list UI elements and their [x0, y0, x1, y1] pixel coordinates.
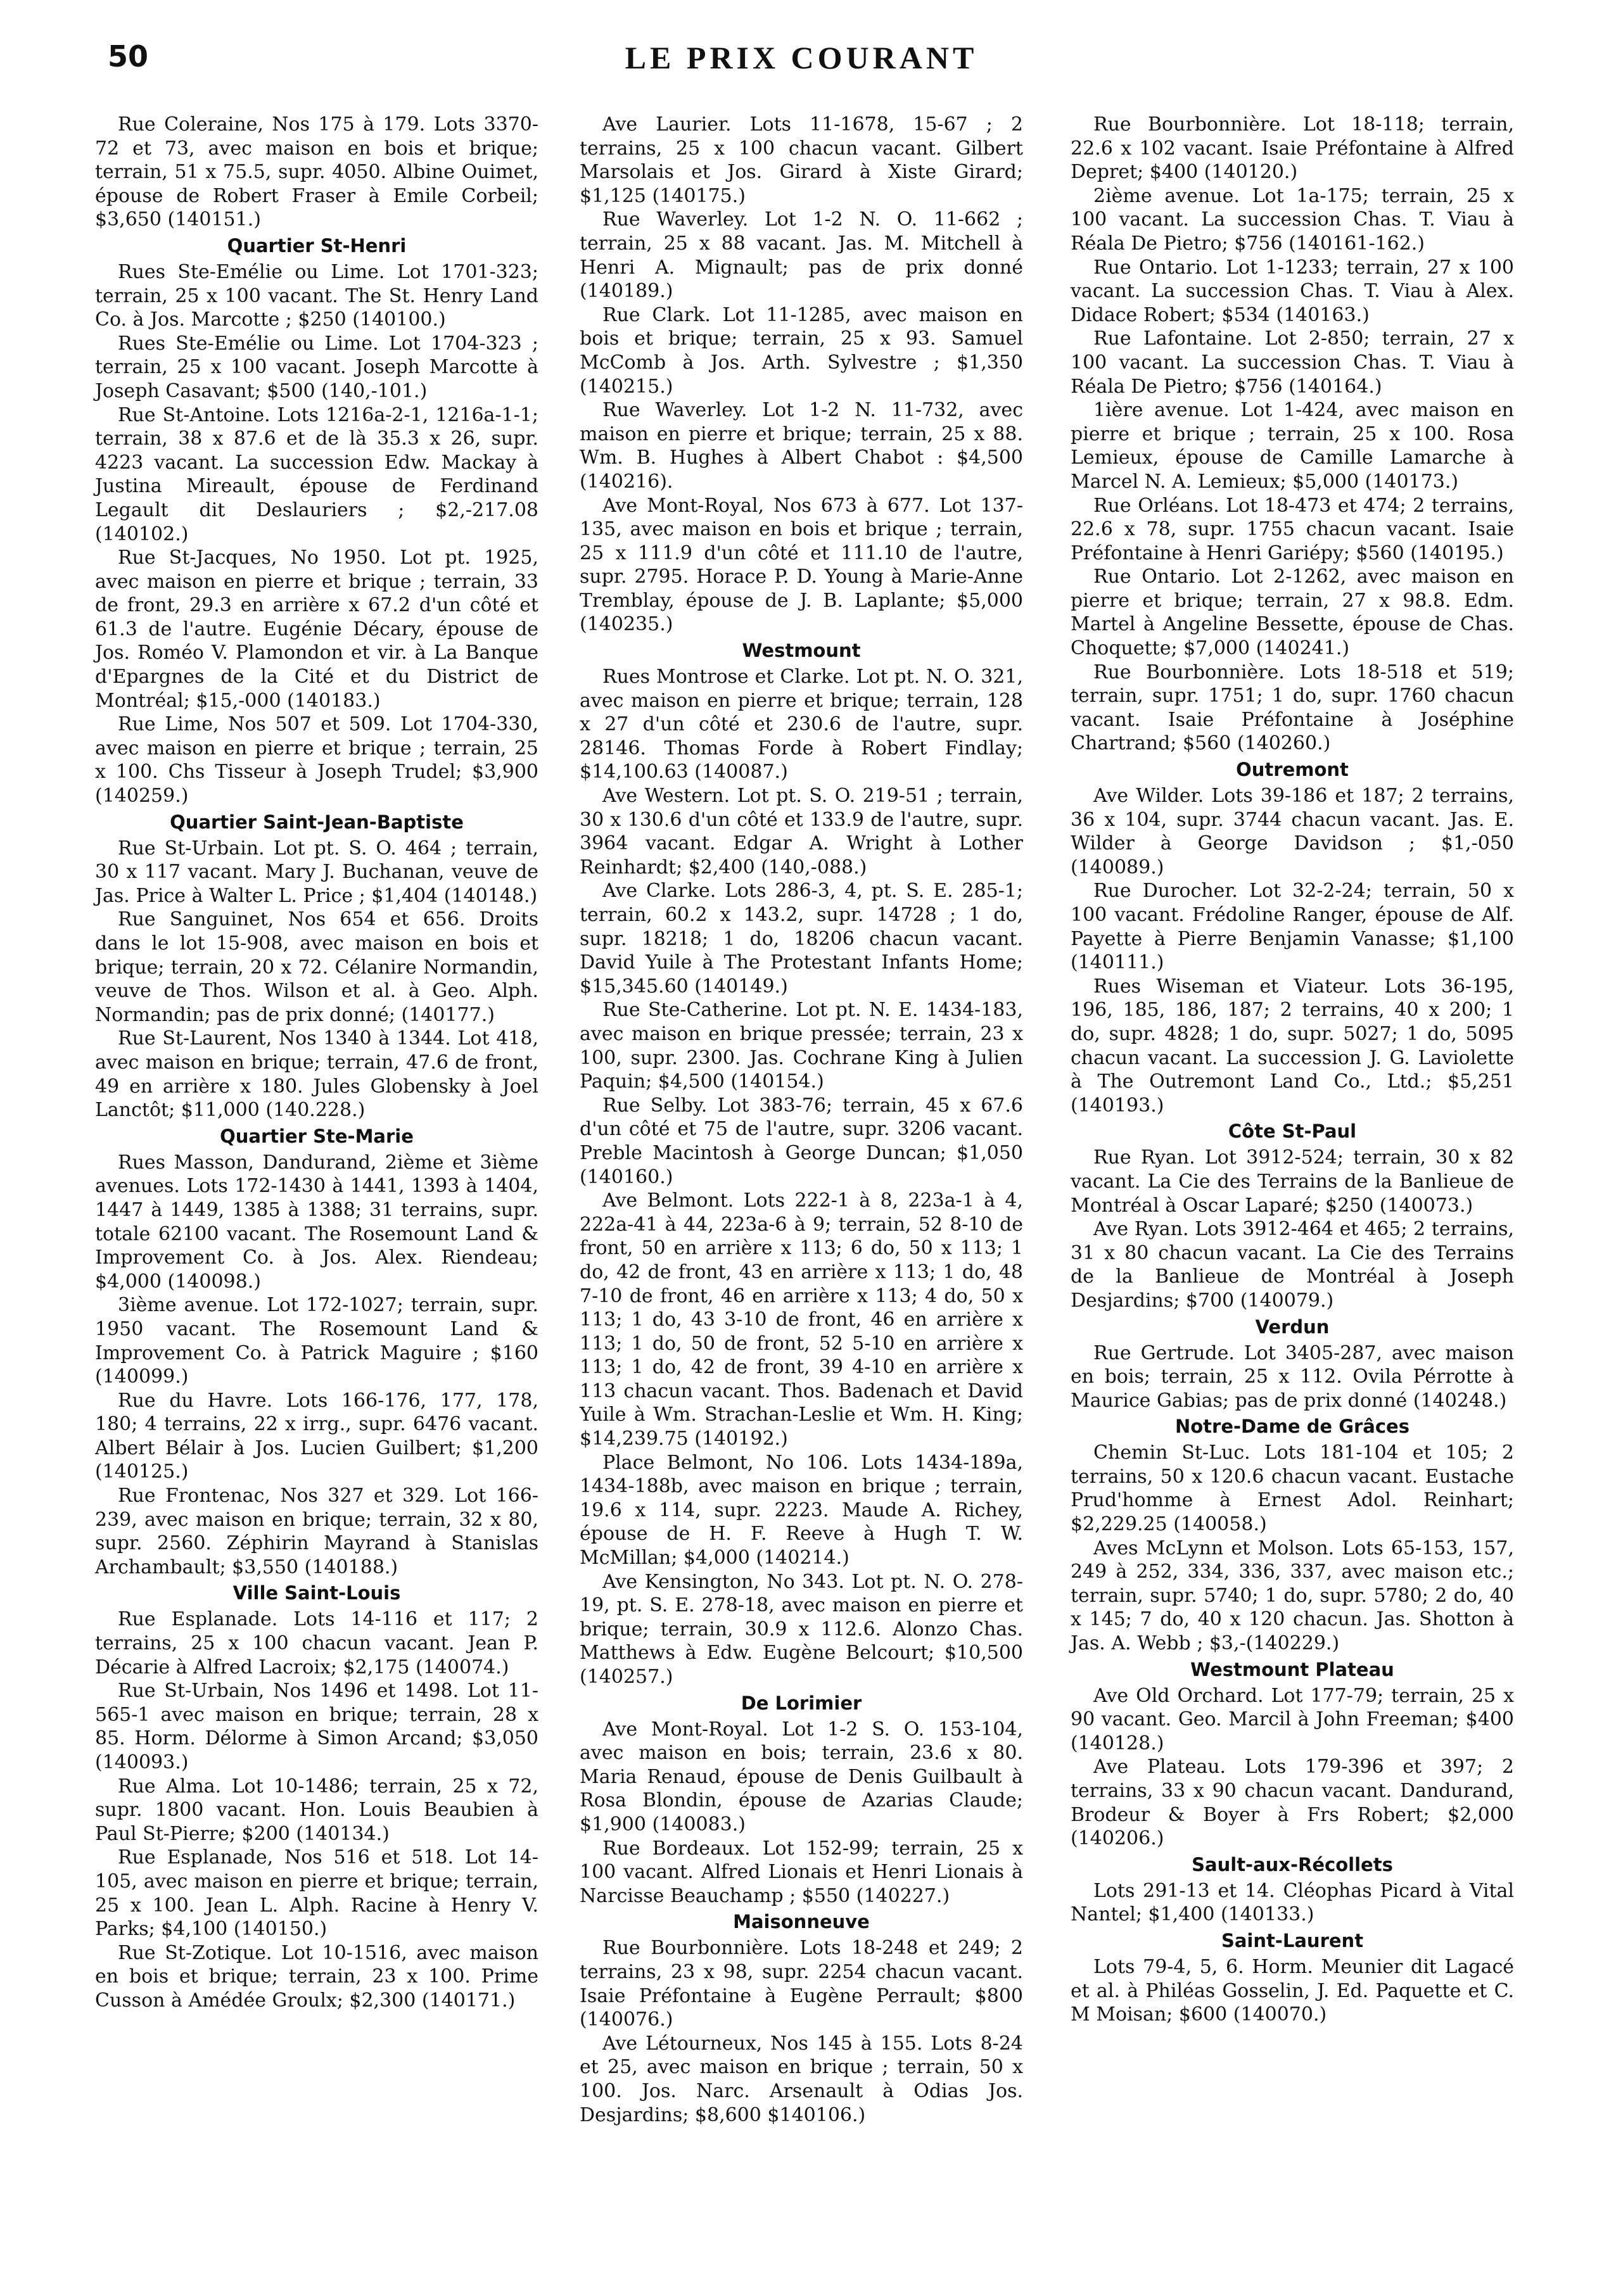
transaction-entry: Rue St-Laurent, Nos 1340 à 1344. Lot 418, avec maison en brique; terrain, 47.6 de front, 49 en arrière x 180. Jules Globensky à Joel Lanctôt; $11,000 (140.228.) [95, 1027, 538, 1122]
transaction-entry: Rue Waverley. Lot 1-2 N. O. 11-662 ; terrain, 25 x 88 vacant. Jas. M. Mitchell à Henri A. Mignault; pas de prix donné (140189.) [580, 208, 1023, 303]
page-header [108, 39, 1495, 84]
transaction-entry: Rue Gertrude. Lot 3405-287, avec maison en bois; terrain, 25 x 112. Ovila Pérrotte à Maurice Gabias; pas de prix donné (140248.) [1071, 1341, 1514, 1412]
transaction-entry: Ave Kensington, No 343. Lot pt. N. O. 278-19, pt. S. E. 278-18, avec maison en pierre et brique; terrain, 30.9 x 112.6. Alonzo Chas. Matthews à Edw. Eugène Belcourt; $10,500 (140257.) [580, 1570, 1023, 1688]
transaction-entry: Rue Orléans. Lot 18-473 et 474; 2 terrains, 22.6 x 78, supr. 1755 chacun vacant. Isaie Préfontaine à Henri Gariépy; $560 (140195.) [1071, 494, 1514, 564]
transaction-entry: Ave Plateau. Lots 179-396 et 397; 2 terrains, 33 x 90 chacun vacant. Dandurand, Brodeur & Boyer à Frs Robert; $2,000 (140206.) [1071, 1756, 1514, 1850]
transaction-entry: Ave Laurier. Lots 11-1678, 15-67 ; 2 terrains, 25 x 100 chacun vacant. Gilbert Marsolais et Jos. Girard à Xiste Girard; $1,125 (140175.) [580, 113, 1023, 207]
transaction-entry: Ave Ryan. Lots 3912-464 et 465; 2 terrains, 31 x 80 chacun vacant. La Cie des Terrains de la Banlieue de Montréal à Joseph Desjardins; $700 (140079.) [1071, 1218, 1514, 1312]
page-number: 50 [108, 39, 149, 73]
transaction-entry: Rue Durocher. Lot 32-2-24; terrain, 50 x 100 vacant. Frédoline Ranger, épouse de Alf. Payette à Pierre Benjamin Vanasse; $1,100 (140111.) [1071, 880, 1514, 974]
transaction-entry: Rues Wiseman et Viateur. Lots 36-195, 196, 185, 186, 187; 2 terrains, 40 x 200; 1 do, supr. 4828; 1 do, supr. 5027; 1 do, 5095 chacun vacant. La succession J. G. Laviolette à The Outremont Land Co., Ltd.; $5,251 (140193.) [1071, 975, 1514, 1117]
transaction-entry: Rue Bourbonnière. Lot 18-118; terrain, 22.6 x 102 vacant. Isaie Préfontaine à Alfred Depret; $400 (140120.) [1071, 113, 1514, 184]
column-3 [1071, 113, 1514, 2027]
section-heading: Côte St-Paul [1228, 1120, 1357, 1143]
transaction-entry: Rue Lime, Nos 507 et 509. Lot 1704-330, avec maison en pierre et brique ; terrain, 25 x 100. Chs Tisseur à Joseph Trudel; $3,900 (140259.) [95, 713, 538, 808]
transaction-entry: Rue Ontario. Lot 1-1233; terrain, 27 x 100 vacant. La succession Chas. T. Viau à Alex. Didace Robert; $534 (140163.) [1071, 256, 1514, 326]
transaction-entry: Ave Old Orchard. Lot 177-79; terrain, 25 x 90 vacant. Geo. Marcil à John Freeman; $400 (140128.) [1071, 1684, 1514, 1754]
transaction-entry: Ave Western. Lot pt. S. O. 219-51 ; terrain, 30 x 130.6 d'un côté et 133.9 de l'autre, supr. 3964 vacant. Edgar A. Wright à Lother Reinhardt; $2,400 (140,-088.) [580, 785, 1023, 878]
transaction-entry: Rue Ryan. Lot 3912-524; terrain, 30 x 82 vacant. La Cie des Terrains de la Banlieue de Montréal à Oscar Laparé; $250 (140073.) [1071, 1146, 1514, 1217]
section-heading: De Lorimier [741, 1692, 862, 1714]
transaction-entry: Rues Masson, Dandurand, 2ième et 3ième avenues. Lots 172-1430 à 1441, 1393 à 1404, 1447 à 1449, 1385 à 1388; 31 terrains, supr. totale 62100 vacant. The Rosemount Land & Improvement Co. à Jos. Alex. Riendeau; $4,000 (140098.) [95, 1151, 538, 1293]
transaction-entry: Ave Wilder. Lots 39-186 et 187; 2 terrains, 36 x 104, supr. 3744 chacun vacant. Jas. E. Wilder à George Davidson ; $1,-050 (140089.) [1071, 785, 1514, 878]
section-heading: Verdun [1255, 1316, 1330, 1338]
transaction-entry: Rue Selby. Lot 383-76; terrain, 45 x 67.6 d'un côté et 75 de l'autre, supr. 3206 vacant. Preble Macintosh à George Duncan; $1,050 (140160.) [580, 1094, 1023, 1188]
section-heading: Westmount [742, 640, 861, 662]
transaction-entry: Rue St-Zotique. Lot 10-1516, avec maison en bois et brique; terrain, 23 x 100. Prime Cusson à Amédée Groulx; $2,300 (140171.) [95, 1941, 538, 2012]
transaction-entry: Rues Ste-Emélie ou Lime. Lot 1701-323; terrain, 25 x 100 vacant. The St. Henry Land Co. à Jos. Marcotte ; $250 (140100.) [95, 260, 538, 331]
transaction-entry: Lots 79-4, 5, 6. Horm. Meunier dit Lagacé et al. à Philéas Gosselin, J. Ed. Paquette et C. M Moisan; $600 (140070.) [1071, 1955, 1514, 2026]
section-heading: Westmount Plateau [1190, 1658, 1394, 1680]
transaction-entry: Rue Esplanade. Lots 14-116 et 117; 2 terrains, 25 x 100 chacun vacant. Jean P. Décarie à Alfred Lacroix; $2,175 (140074.) [95, 1608, 538, 1678]
transaction-entry: Ave Mont-Royal, Nos 673 à 677. Lot 137-135, avec maison en bois et brique ; terrain, 25 x 111.9 d'un côté et 111.10 de l'autre, supr. 2795. Horace P. D. Young à Marie-Anne Tremblay, épouse de J. B. Laplante; $5,000 (140235.) [580, 494, 1023, 636]
transaction-entry: Rue Alma. Lot 10-1486; terrain, 25 x 72, supr. 1800 vacant. Hon. Louis Beaubien à Paul St-Pierre; $200 (140134.) [95, 1775, 538, 1845]
section-heading: Saint-Laurent [1221, 1929, 1364, 1951]
section-heading: Quartier Ste-Marie [220, 1125, 414, 1147]
transaction-entry: Ave Belmont. Lots 222-1 à 8, 223a-1 à 4, 222a-41 à 44, 223a-6 à 9; terrain, 52 8-10 de front, 50 en arrière x 113; 6 do, 50 x 113; 1 do, 42 de front, 43 en arrière x 113; 1 do, 48 7-10 de front, 46 en arrière x 113; 4 do, 50 x 113; 1 do, 43 3-10 de front, 46 en arrière x 113; 1 do, 50 de front, 52 5-10 en arrière x 113; 1 do, 42 de front, 39 4-10 en arrière x 113 chacun vacant. Thos. Badenach et David Yuile à Wm. Strachan-Leslie et Wm. H. King; $14,239.75 (140192.) [580, 1189, 1023, 1450]
transaction-entry: Rue Clark. Lot 11-1285, avec maison en bois et brique; terrain, 25 x 93. Samuel McComb à Jos. Arth. Sylvestre ; $1,350 (140215.) [580, 303, 1023, 398]
transaction-entry: Rue Bordeaux. Lot 152-99; terrain, 25 x 100 vacant. Alfred Lionais et Henri Lionais à Narcisse Beauchamp ; $550 (140227.) [580, 1837, 1023, 1907]
transaction-entry: Rue St-Urbain, Nos 1496 et 1498. Lot 11-565-1 avec maison en brique; terrain, 28 x 85. Horm. Délorme à Simon Arcand; $3,050 (140093.) [95, 1680, 538, 1773]
transaction-entry: Rue St-Antoine. Lots 1216a-2-1, 1216a-1-1; terrain, 38 x 87.6 et de là 35.3 x 26, supr. 4223 vacant. La succession Edw. Mackay à Justina Mireault, épouse de Ferdinand Legault dit Deslauriers ; $2,-217.08 (140102.) [95, 403, 538, 545]
section-heading: Quartier Saint-Jean-Baptiste [170, 811, 464, 833]
column-2 [580, 113, 1023, 2127]
transaction-entry: Rue Lafontaine. Lot 2-850; terrain, 27 x 100 vacant. La succession Chas. T. Viau à Réala De Pietro; $756 (140164.) [1071, 327, 1514, 398]
transaction-entry: Place Belmont, No 106. Lots 1434-189a, 1434-188b, avec maison en brique ; terrain, 19.6 x 114, supr. 2223. Maude A. Richey, épouse de H. F. Reeve à Hugh T. W. McMillan; $4,000 (140214.) [580, 1451, 1023, 1570]
transaction-entry: Rue Frontenac, Nos 327 et 329. Lot 166-239, avec maison en brique; terrain, 32 x 80, supr. 2560. Zéphirin Mayrand à Stanislas Archambault; $3,550 (140188.) [95, 1485, 538, 1578]
transaction-entry: Ave Létourneux, Nos 145 à 155. Lots 8-24 et 25, avec maison en brique ; terrain, 50 x 100. Jos. Narc. Arsenault à Odias Jos. Desjardins; $8,600 $140106.) [580, 2032, 1023, 2126]
transaction-entry: Rue Ste-Catherine. Lot pt. N. E. 1434-183, avec maison en brique pressée; terrain, 23 x 100, supr. 2300. Jas. Cochrane King à Julien Paquin; $4,500 (140154.) [580, 999, 1023, 1093]
transaction-entry: Ave Clarke. Lots 286-3, 4, pt. S. E. 285-1; terrain, 60.2 x 143.2, supr. 14728 ; 1 do, supr. 18218; 1 do, 18206 chacun vacant. David Yuile à The Protestant Infants Home; $15,345.60 (140149.) [580, 880, 1023, 998]
section-heading: Outremont [1236, 759, 1349, 781]
transaction-entry: Chemin St-Luc. Lots 181-104 et 105; 2 terrains, 50 x 120.6 chacun vacant. Eustache Prud'homme à Ernest Adol. Reinhart; $2,229.25 (140058.) [1071, 1442, 1514, 1536]
column-1 [95, 113, 538, 2013]
page-title: LE PRIX COURANT [625, 40, 978, 75]
transaction-entry: 3ième avenue. Lot 172-1027; terrain, supr. 1950 vacant. The Rosemount Land & Improvement Co. à Patrick Maguire ; $160 (140099.) [95, 1294, 538, 1388]
section-heading: Quartier St-Henri [227, 234, 407, 257]
transaction-entry: Rue Waverley. Lot 1-2 N. 11-732, avec maison en pierre et brique; terrain, 25 x 88. Wm. B. Hughes à Albert Chabot : $4,500 (140216). [580, 399, 1023, 493]
transaction-entry: Rue Bourbonnière. Lots 18-248 et 249; 2 terrains, 23 x 98, supr. 2254 chacun vacant. Isaie Préfontaine à Eugène Perrault; $800 (140076.) [580, 1937, 1023, 2031]
section-heading: Maisonneuve [733, 1911, 870, 1933]
transaction-entry: Ave Mont-Royal. Lot 1-2 S. O. 153-104, avec maison en bois; terrain, 23.6 x 80. Maria Renaud, épouse de Denis Guilbault à Rosa Blondin, épouse de Azarias Claude; $1,900 (140083.) [580, 1718, 1023, 1836]
section-heading: Sault-aux-Récollets [1192, 1853, 1393, 1875]
section-heading: Notre-Dame de Grâces [1174, 1416, 1409, 1438]
transaction-entry: Rue Coleraine, Nos 175 à 179. Lots 3370-72 et 73, avec maison en bois et brique; terrain, 51 x 75.5, supr. 4050. Albine Ouimet, épouse de Robert Fraser à Emile Corbeil; $3,650 (140151.) [95, 113, 538, 231]
transaction-entry: 2ième avenue. Lot 1a-175; terrain, 25 x 100 vacant. La succession Chas. T. Viau à Réala De Pietro; $756 (140161-162.) [1071, 184, 1514, 255]
transaction-entry: Rues Montrose et Clarke. Lot pt. N. O. 321, avec maison en pierre et brique; terrain, 128 x 27 d'un côté et 230.6 de l'autre, supr. 28146. Thomas Forde à Robert Findlay; $14,100.63 (140087.) [580, 666, 1023, 783]
transaction-entry: Lots 291-13 et 14. Cléophas Picard à Vital Nantel; $1,400 (140133.) [1071, 1879, 1514, 1926]
transaction-entry: Rue St-Urbain. Lot pt. S. O. 464 ; terrain, 30 x 117 vacant. Mary J. Buchanan, veuve de Jas. Price à Walter L. Price ; $1,404 (140148.) [95, 837, 538, 907]
transaction-entry: Rue du Havre. Lots 166-176, 177, 178, 180; 4 terrains, 22 x irrg., supr. 6476 vacant. Albert Bélair à Jos. Lucien Guilbert; $1,200 (140125.) [95, 1389, 538, 1483]
transaction-entry: Rue Sanguinet, Nos 654 et 656. Droits dans le lot 15-908, avec maison en bois et brique; terrain, 20 x 72. Célanire Normandin, veuve de Thos. Wilson et al. à Geo. Alph. Normandin; pas de prix donné; (140177.) [95, 908, 538, 1026]
transaction-entry: 1ière avenue. Lot 1-424, avec maison en pierre et brique ; terrain, 25 x 100. Rosa Lemieux, épouse de Camille Lamarche à Marcel N. A. Lemieux; $5,000 (140173.) [1071, 399, 1514, 493]
transaction-entry: Rues Ste-Emélie ou Lime. Lot 1704-323 ; terrain, 25 x 100 vacant. Joseph Marcotte à Joseph Casavant; $500 (140,-101.) [95, 332, 538, 402]
transaction-entry: Aves McLynn et Molson. Lots 65-153, 157, 249 à 252, 334, 336, 337, avec maison etc.; terrain, supr. 5740; 1 do, supr. 5780; 2 do, 40 x 145; 7 do, 40 x 120 chacun. Jas. Shotton à Jas. A. Webb ; $3,-(140229.) [1071, 1537, 1514, 1655]
transaction-entry: Rue Esplanade, Nos 516 et 518. Lot 14-105, avec maison en pierre et brique; terrain, 25 x 100. Jean L. Alph. Racine à Henry V. Parks; $4,100 (140150.) [95, 1846, 538, 1941]
section-heading: Ville Saint-Louis [232, 1582, 401, 1604]
transaction-entry: Rue Bourbonnière. Lots 18-518 et 519; terrain, supr. 1751; 1 do, supr. 1760 chacun vacant. Isaie Préfontaine à Joséphine Chartrand; $560 (140260.) [1071, 661, 1514, 755]
transaction-entry: Rue St-Jacques, No 1950. Lot pt. 1925, avec maison en pierre et brique ; terrain, 33 de front, 29.3 en arrière x 67.2 d'un côté et 61.3 de l'autre. Eugénie Décary, épouse de Jos. Roméo V. Plamondon et vir. à La Banque d'Epargnes de la Cité et du District de Montréal; $15,-000 (140183.) [95, 547, 538, 712]
transaction-entry: Rue Ontario. Lot 2-1262, avec maison en pierre et brique; terrain, 27 x 98.8. Edm. Martel à Angeline Bessette, épouse de Chas. Choquette; $7,000 (140241.) [1071, 566, 1514, 660]
